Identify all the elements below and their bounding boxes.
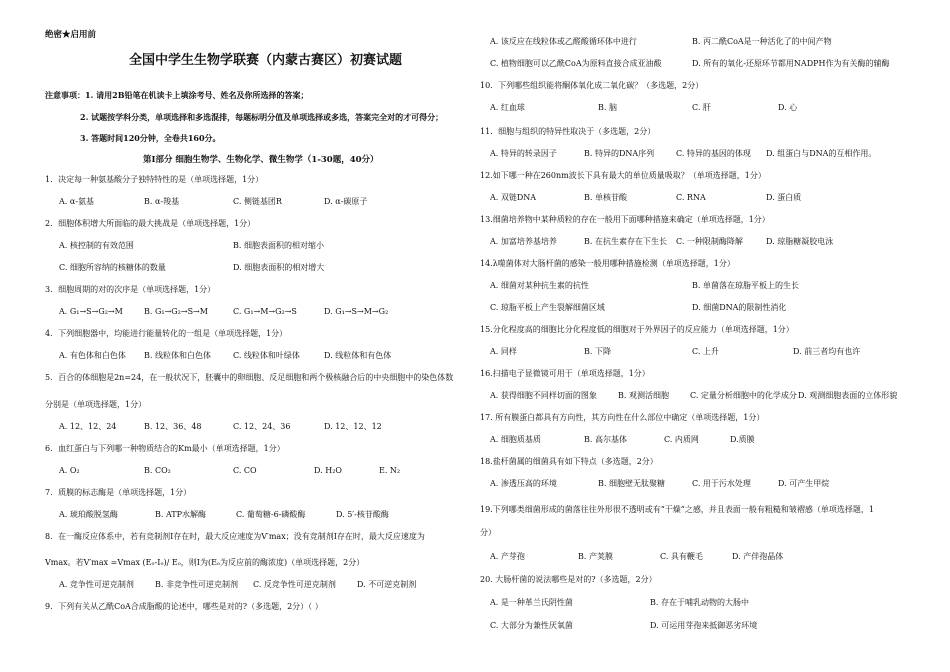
question-11: 11．细胞与组织的特异性取决于（多选题，2分）	[480, 127, 656, 136]
q1-option-a: A. α-氨基	[59, 197, 94, 206]
question-8: 8．在一酶反应体系中，若有竞制剂I存在时，最大反应速度为V′max；没有竞制剂I存在时，最大反应速度为	[45, 532, 425, 541]
question-19-cont: 分）	[480, 528, 496, 537]
q10-option-c: C. 肝	[692, 103, 711, 112]
q11-option-b: B. 特异的DNA序列	[584, 149, 655, 158]
q19-option-d: D. 产伴孢晶体	[732, 552, 784, 561]
q2-option-d: D. 细胞表面积的相对增大	[233, 263, 325, 272]
q8-option-d: D. 不可逆克制剂	[357, 580, 417, 589]
q20-option-b: B. 存在于哺乳动物的大肠中	[650, 598, 749, 607]
question-2: 2．细胞体积增大所面临的最大挑战是（单项选择题，1分）	[45, 219, 256, 228]
q15-option-b: B. 下降	[584, 347, 611, 356]
question-7: 7．质膜的标志酶是（单项选择题，1分）	[45, 488, 192, 497]
question-6: 6．血红蛋白与下列哪一种物质结合的Km最小（单项选择题，1分）	[45, 444, 285, 453]
q13-option-c: C. 一种限制酶降解	[676, 237, 743, 246]
q5-option-c: C. 12、24、36	[233, 422, 291, 431]
q7-option-b: B. ATP水解酶	[155, 510, 207, 519]
q4-option-c: C. 线粒体和叶绿体	[233, 351, 300, 360]
q6-option-d: D. H₂O	[314, 466, 342, 475]
q14-option-b: B. 单菌落在琼脂平板上的生长	[692, 281, 799, 290]
exam-title: 全国中学生生物学联赛（内蒙古赛区）初赛试题	[129, 53, 403, 68]
q13-option-d: D. 琼脂糖凝胶电泳	[766, 237, 834, 246]
q3-option-d: D. G₁→S→M→G₂	[324, 307, 389, 316]
q4-option-d: D. 线粒体和有色体	[324, 351, 392, 360]
q4-option-b: B. 线粒体和白色体	[144, 351, 211, 360]
q5-option-a: A. 12、12、24	[59, 422, 117, 431]
q5-option-d: D. 12、12、12	[324, 422, 382, 431]
q20-option-c: C. 大部分为兼性厌氧菌	[490, 621, 573, 630]
q9-option-d: D. 所有的氧化-还原环节都用NADPH作为有关酶的辅酶	[692, 59, 890, 68]
question-15: 15.分化程度高的细胞比分化程度低的细胞对于外界因子的反应能力（单项选择题，1分）	[480, 325, 794, 334]
q17-option-b: B. 高尔基体	[584, 435, 627, 444]
q16-option-d: D. 观测细胞表面的立体形貌	[798, 391, 898, 400]
q8-option-c: C. 反竞争性可逆克制剂	[253, 580, 336, 589]
q6-option-b: B. CO₂	[144, 466, 171, 475]
question-12: 12.如下哪一种在260nm波长下具有最大的单位质量吸取？（单项选择题，1分）	[480, 171, 766, 180]
q20-option-a: A. 是一种革兰氏阴性菌	[490, 598, 573, 607]
q6-option-a: A. O₂	[59, 466, 80, 475]
q16-option-b: B. 观测活细胞	[618, 391, 669, 400]
question-19: 19.下列哪类细菌形成的菌落往往外形很不透明或有“干燥”之感，并且表面一般有粗糙和皱褶感（单项选择题，1	[480, 505, 874, 514]
q2-option-b: B. 细胞表面积的相对缩小	[233, 241, 324, 250]
q9-option-c: C. 植物细胞可以乙酰CoA为原料直接合成亚油酸	[490, 59, 662, 68]
q19-option-a: A. 产芽孢	[490, 552, 525, 561]
q13-option-b: B. 在抗生素存在下生长	[584, 237, 667, 246]
confidential-mark: 绝密★启用前	[45, 30, 97, 40]
q6-option-e: E. N₂	[379, 466, 401, 475]
q12-option-a: A. 双链DNA	[490, 193, 537, 202]
q18-option-b: B. 细胞壁无肽聚糖	[598, 479, 665, 488]
q10-option-d: D. 心	[778, 103, 798, 112]
q14-option-a: A. 细菌对某种抗生素的抗性	[490, 281, 589, 290]
question-14: 14.λ噬菌体对大肠杆菌的感染一般用哪种措施检测（单项选择题，1分）	[480, 259, 735, 268]
note-2: 2. 试题按学科分类，单项选择和多选混排，每题标明分值及单项选择或多选，答案完全对的才可得分；	[80, 112, 444, 122]
question-20: 20. 大肠杆菌的说法哪些是对的?（多选题，2分）	[480, 575, 657, 584]
q17-option-a: A. 细胞质基质	[490, 435, 541, 444]
q11-option-d: D. 组蛋白与DNA的互相作用。	[766, 149, 877, 158]
q8-option-a: A. 竞争性可逆克制剂	[59, 580, 134, 589]
q7-option-c: C. 葡萄糖-6-磷酸酶	[236, 510, 306, 519]
q1-option-c: C. 侧链基团R	[233, 197, 282, 206]
section-heading: 第Ⅰ部分 细胞生物学、生物化学、微生物学（1-30题，40分）	[143, 155, 379, 165]
question-4: 4．下列细胞器中，均能进行能量转化的一组是（单项选择题，1分）	[45, 329, 288, 338]
note-3: 3. 答题时间120分钟，全卷共160分。	[80, 133, 221, 143]
q18-option-d: D. 可产生甲烷	[778, 479, 830, 488]
q17-option-c: C. 内质网	[664, 435, 699, 444]
q9-option-b: B. 丙二酰CoA是一种活化了的中间产物	[692, 37, 832, 46]
q11-option-a: A. 特异的转录因子	[490, 149, 557, 158]
q12-option-b: B. 单核苷酸	[584, 193, 627, 202]
q18-option-c: C. 用于污水处理	[692, 479, 751, 488]
q7-option-d: D. 5′-核苷酸酶	[336, 510, 389, 519]
q3-option-a: A. G₁→S→G₂→M	[59, 307, 123, 316]
q15-option-d: D. 前三者均有也许	[793, 347, 861, 356]
q19-option-c: C. 具有鞭毛	[660, 552, 703, 561]
q2-option-c: C. 细胞所容纳的核糖体的数量	[59, 263, 166, 272]
q6-option-c: C. CO	[233, 466, 257, 475]
question-8-cont: Vmax。若V′max =Vmax (Eₒ-Iₒ)/ Eₒ，则I为(Eₒ为反应前的酶浓度)（单项选择题，2分）	[45, 558, 365, 567]
q19-option-b: B. 产荚膜	[578, 552, 613, 561]
question-13: 13.细菌培养物中某种质粒的存在一般用下面哪种措施来确定（单项选择题，1分）	[480, 215, 770, 224]
question-17: 17. 所有膜蛋白都具有方向性，其方向性在什么部位中确定（单项选择题，1分）	[480, 413, 765, 422]
q10-option-a: A. 红血球	[490, 103, 525, 112]
question-5-cont: 分别是（单项选择题，1分）	[45, 400, 147, 409]
q5-option-b: B. 12、36、48	[144, 422, 202, 431]
question-9: 9．下列有关从乙酰CoA合成脂酸的论述中，哪些是对的?（多选题，2分）（ ）	[45, 602, 323, 611]
question-5: 5．百合的体细胞是2n=24，在一般状况下，胚囊中的卵细胞、反足细胞和两个极核融合后的中央细胞中的染色体数	[45, 373, 454, 382]
q10-option-b: B. 脑	[598, 103, 617, 112]
q3-option-c: C. G₁→M→G₂→S	[233, 307, 297, 316]
question-1: 1．决定每一种氨基酸分子独特特性的是（单项选择题，1分）	[45, 175, 264, 184]
q4-option-a: A. 有色体和白色体	[59, 351, 126, 360]
q17-option-d: D.质膜	[730, 435, 755, 444]
question-3: 3．细胞周期的对的次序是（单项选择题，1分）	[45, 285, 216, 294]
q14-option-d: D. 细菌DNA的限制性消化	[692, 303, 787, 312]
q16-option-c: C. 定量分析细胞中的化学成分	[690, 391, 797, 400]
q16-option-a: A. 获得细胞不同样切面的图象	[490, 391, 597, 400]
q13-option-a: A. 加富培养基培养	[490, 237, 557, 246]
q7-option-a: A. 琥珀酸脱氢酶	[59, 510, 118, 519]
q9-option-a: A. 该反应在线粒体或乙醛酸循环体中进行	[490, 37, 637, 46]
note-1: 注意事项：1. 请用2B铅笔在机读卡上填涂考号、姓名及你所选择的答案；	[45, 90, 309, 100]
q1-option-b: B. α-羧基	[144, 197, 180, 206]
q12-option-c: C. RNA	[676, 193, 706, 202]
q14-option-c: C. 琼脂平板上产生裂解细菌区域	[490, 303, 605, 312]
q3-option-b: B. G₁→G₂→S→M	[144, 307, 208, 316]
q20-option-d: D. 可运用芽孢来抵御恶劣环境	[650, 621, 758, 630]
q15-option-a: A. 同样	[490, 347, 517, 356]
question-10: 10．下列哪些组织能将酮体氧化成二氧化碳？（多选题，2分）	[480, 81, 704, 90]
question-18: 18.盐杆菌属的细菌具有如下特点（多选题，2分）	[480, 457, 658, 466]
q15-option-c: C. 上升	[692, 347, 719, 356]
q8-option-b: B. 非竞争性可逆克制剂	[155, 580, 238, 589]
question-16: 16.扫描电子显微镜可用于（单项选择题，1分）	[480, 369, 650, 378]
q12-option-d: D. 蛋白质	[766, 193, 802, 202]
q18-option-a: A. 渗透压高的环境	[490, 479, 557, 488]
q2-option-a: A. 核控制的有效范围	[59, 241, 134, 250]
q1-option-d: D. α-碳原子	[324, 197, 368, 206]
q11-option-c: C. 特异的基因的体现	[676, 149, 751, 158]
